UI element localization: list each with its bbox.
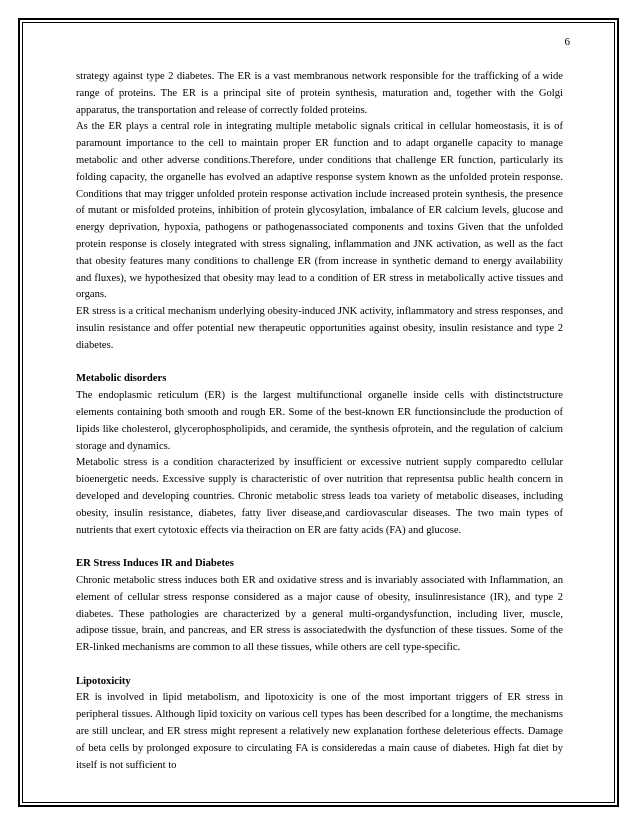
- paragraph: strategy against type 2 diabetes. The ER is a vast membranous network responsible for the trafficking of a wide range of proteins. The ER is a principal site of protein synthesis, maturation and, together with the Golgi apparatus, the transportation and release of correctly folded proteins.: [76, 71, 563, 116]
- paragraph: As the ER plays a central role in integrating multiple metabolic signals critical in cellular homeostasis, it is of paramount importance to the cell to maintain proper ER function and to adapt organelle capacity to manage metabolic and other adverse conditions.Therefore, under conditions that challenge ER function, particularly its folding capacity, the organelle has evolved an adaptive response system known as the unfolded protein response. Conditions that may trigger unfolded protein response activation include increased protein synthesis, the presence of mutant or misfolded proteins, inhibition of protein glycosylation, imbalance of ER calcium levels, glucose and energy deprivation, hypoxia, pathogens or pathogenassociated components and toxins Given that the unfolded protein response is closely integrated with stress signaling, inflammation and JNK activation, as well as the fact that obesity features many conditions to challenge ER (from increase in synthetic demand to energy availability and fluxes), we hypothesized that obesity may lead to a condition of ER stress in metabolically active tissues and organs.: [76, 121, 563, 301]
- spacer: [76, 355, 563, 372]
- spacer: [76, 657, 563, 674]
- paragraph: ER stress is a critical mechanism underlying obesity-induced JNK activity, inflammatory and stress responses, and insulin resistance and offer potential new therapeutic opportunities against obesity, insulin resistance and type 2 diabetes.: [76, 306, 563, 351]
- paragraph: Metabolic stress is a condition characterized by insufficient or excessive nutrient supply comparedto cellular bioenergetic needs. Excessive supply is characteristic of over nutrition that representsa public health concern in developed and developing countries. Chronic metabolic stress leads toa variety of metabolic diseases, including obesity, insulin resistance, diabetes, fatty liver disease,and cardiovascular diseases. The two main types of nutrients that exert cytotoxic effects via theiraction on ER are fatty acids (FA) and glucose.: [76, 457, 563, 536]
- document-body: [76, 69, 563, 774]
- section-heading-er-stress: ER Stress Induces IR and Diabetes: [76, 558, 234, 570]
- section-heading-metabolic-disorders: Metabolic disorders: [76, 373, 167, 385]
- paragraph: ER is involved in lipid metabolism, and lipotoxicity is one of the most important triggers of ER stress in peripheral tissues. Although lipid toxicity on various cell types has been described for a longtime, the mechanisms are still unclear, and ER stress might represent a relatively new explanation forthese deleterious effects. Damage of beta cells by prolonged exposure to circulating FA is consideredas a main cause of diabetes. High fat diet by itself is not sufficient to: [76, 692, 563, 771]
- page-number: 6: [564, 36, 570, 48]
- paragraph: The endoplasmic reticulum (ER) is the largest multifunctional organelle inside cells with distinctstructure elements containing both smooth and rough ER. Some of the best-known ER functionsinclude the production of lipids like cholesterol, glycerophospholipids, and ceramide, the synthesis ofprotein, and the regulation of calcium storage and dynamics.: [76, 390, 563, 452]
- paragraph: Chronic metabolic stress induces both ER and oxidative stress and is invariably associated with Inflammation, an element of cellular stress response considered as a major cause of obesity, insulinresistance (IR), and type 2 diabetes. These pathologies are characterized by a general multi-organdysfunction, including liver, muscle, adipose tissue, brain, and pancreas, and ER stress is associatedwith the dysfunction of these tissues. Some of the ER-linked mechanisms are common to all these tissues, while others are cell type-specific.: [76, 574, 563, 654]
- spacer: [76, 539, 563, 556]
- section-heading-lipotoxicity: Lipotoxicity: [76, 675, 131, 687]
